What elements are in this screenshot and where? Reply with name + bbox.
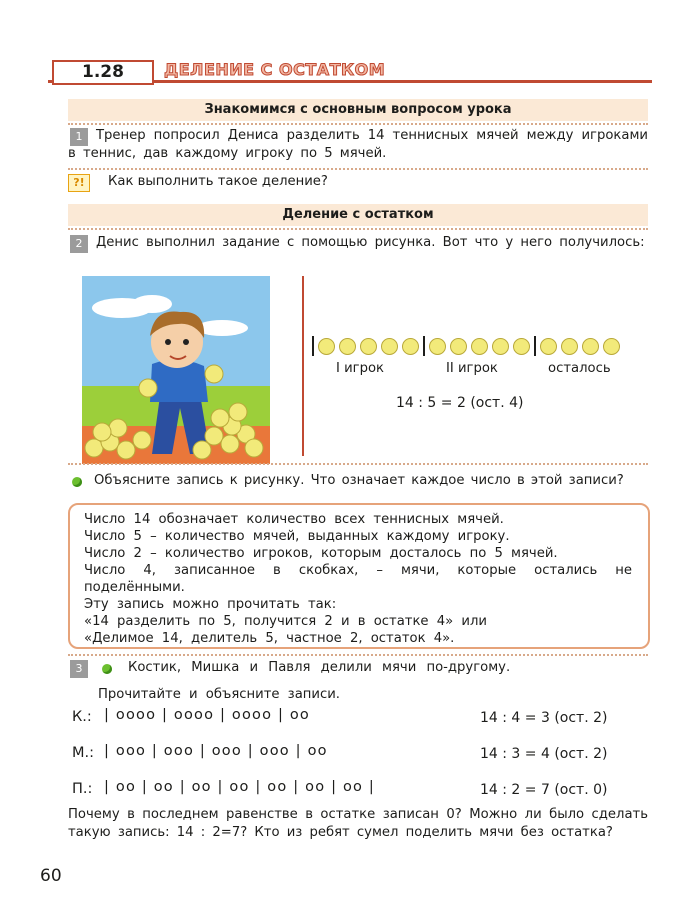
tennis-ball-icon bbox=[429, 338, 446, 355]
tennis-ball-icon bbox=[513, 338, 530, 355]
ball-grouping-diagram bbox=[310, 336, 622, 356]
record-label-pavlya: П.: bbox=[72, 781, 93, 797]
tennis-ball-icon bbox=[381, 338, 398, 355]
task2-text: Денис выполнил задание с помощью рисунка. Вот что у него получилось: bbox=[96, 235, 645, 250]
explanation-line: Число 14 обозначает количество всех теннисных мячей. bbox=[84, 512, 504, 527]
tennis-ball-icon bbox=[540, 338, 557, 355]
dotted-separator bbox=[68, 654, 648, 656]
record-groups-kostik: | оооо | оооо | оооо | оо bbox=[104, 707, 311, 723]
tennis-ball-icon bbox=[360, 338, 377, 355]
figure-divider bbox=[302, 276, 304, 456]
tennis-ball-icon bbox=[339, 338, 356, 355]
bullet-icon bbox=[72, 477, 82, 487]
final-question: Почему в последнем равенстве в остатке записан 0? Можно ли было сделать такую запись: 14 : 2=7? Кто из ребят сумел поделить мячи без остатка? bbox=[68, 807, 648, 840]
group-divider bbox=[423, 336, 425, 356]
group-label-remainder: осталось bbox=[548, 361, 611, 376]
record-groups-mishka: | ооо | ооо | ооо | ооо | оо bbox=[104, 743, 328, 759]
problem-question-icon: ?! bbox=[68, 174, 90, 192]
explanation-line: «14 разделить по 5, получится 2 и в остатке 4» или bbox=[84, 614, 487, 629]
group-label-player1: I игрок bbox=[336, 361, 384, 376]
explanation-line: Число 4, записанное в скобках, – мячи, которые остались не поделёнными. bbox=[84, 563, 632, 595]
dotted-separator bbox=[68, 123, 648, 125]
tennis-ball-icon bbox=[450, 338, 467, 355]
task1-text: Тренер попросил Дениса разделить 14 теннисных мячей между игроками в теннис, дав каждому игроку по 5 мячей. bbox=[68, 128, 648, 161]
task-number-2: 2 bbox=[70, 235, 88, 253]
group-divider bbox=[534, 336, 536, 356]
bullet-icon bbox=[102, 664, 112, 674]
tennis-ball-icon bbox=[318, 338, 335, 355]
lesson-number: 1.28 bbox=[52, 60, 154, 85]
explanation-line: Число 2 – количество игроков, которым досталось по 5 мячей. bbox=[84, 546, 558, 561]
record-equation-mishka: 14 : 3 = 4 (ост. 2) bbox=[480, 746, 608, 762]
task-number-3: 3 bbox=[70, 660, 88, 678]
record-label-kostik: К.: bbox=[72, 709, 92, 725]
task-number-1: 1 bbox=[70, 128, 88, 146]
section-band-division: Деление с остатком bbox=[68, 204, 648, 226]
lesson-title: ДЕЛЕНИЕ С ОСТАТКОМ bbox=[164, 60, 386, 79]
explanation-line: «Делимое 14, делитель 5, частное 2, остаток 4». bbox=[84, 631, 455, 646]
explanation-box bbox=[68, 503, 650, 649]
record-equation-kostik: 14 : 4 = 3 (ост. 2) bbox=[480, 710, 608, 726]
tennis-ball-icon bbox=[492, 338, 509, 355]
division-equation: 14 : 5 = 2 (ост. 4) bbox=[396, 395, 524, 411]
page-number: 60 bbox=[40, 866, 62, 886]
group-divider bbox=[312, 336, 314, 356]
tennis-ball-icon bbox=[561, 338, 578, 355]
explain-question: Объясните запись к рисунку. Что означает каждое число в этой записи? bbox=[94, 473, 624, 488]
tennis-ball-icon bbox=[603, 338, 620, 355]
record-label-mishka: М.: bbox=[72, 745, 95, 761]
group-label-player2: II игрок bbox=[446, 361, 498, 376]
task3-intro: Костик, Мишка и Павля делили мячи по-другому. bbox=[128, 660, 511, 675]
boy-with-balls-illustration bbox=[82, 276, 270, 464]
tennis-ball-icon bbox=[582, 338, 599, 355]
dotted-separator bbox=[68, 463, 648, 465]
dotted-separator bbox=[68, 168, 648, 170]
problem-question-text: Как выполнить такое деление? bbox=[108, 174, 328, 189]
tennis-ball-icon bbox=[402, 338, 419, 355]
dotted-separator bbox=[68, 228, 648, 230]
record-groups-pavlya: | оо | оо | оо | оо | оо | оо | оо | bbox=[104, 779, 376, 795]
task3-instruction: Прочитайте и объясните записи. bbox=[98, 687, 340, 702]
explanation-line: Эту запись можно прочитать так: bbox=[84, 597, 337, 612]
record-equation-pavlya: 14 : 2 = 7 (ост. 0) bbox=[480, 782, 608, 798]
section-band-intro: Знакомимся с основным вопросом урока bbox=[68, 99, 648, 121]
tennis-ball-icon bbox=[471, 338, 488, 355]
explanation-line: Число 5 – количество мячей, выданных каждому игроку. bbox=[84, 529, 510, 544]
